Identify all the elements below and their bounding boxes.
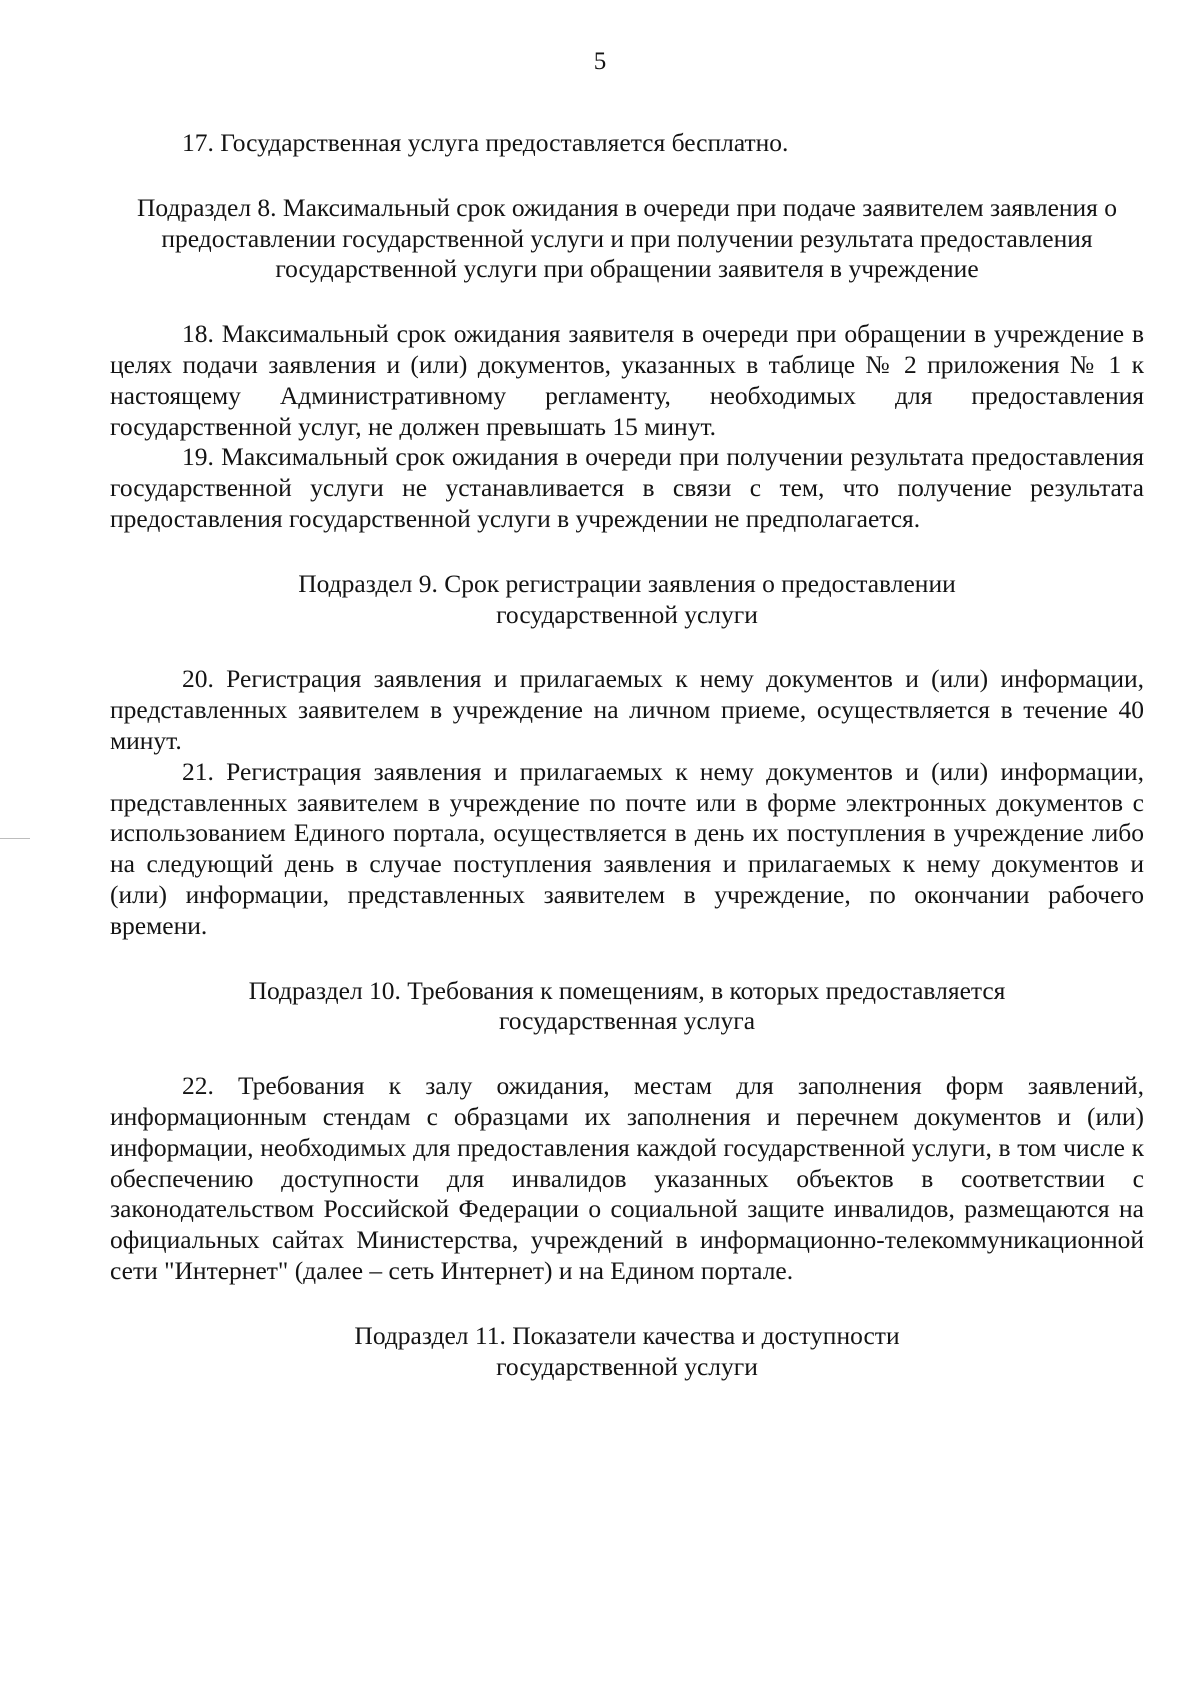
paragraph-17: 17. Государственная услуга предоставляется бесплатно. [182, 128, 789, 157]
subsection-9-heading [110, 569, 1144, 631]
subsection-10-heading-line-2: государственная услуга [498, 1006, 756, 1036]
subsection-11-heading-line-1: Подраздел 11. Показатели качества и доступности [354, 1320, 900, 1350]
subsection-11-heading [110, 1321, 1144, 1383]
subsection-10-heading [110, 976, 1144, 1038]
scan-edge-mark [0, 838, 30, 839]
paragraph-20: 20. Регистрация заявления и прилагаемых к нему документов и (или) информации, представленных заявителем в учреждение на личном приеме, осуществляется в течение 40 минут. [110, 664, 1144, 755]
paragraph-19: 19. Максимальный срок ожидания в очереди при получении результата предоставления государственной услуги не устанавливается в связи с тем, что получение результата предоставления государственной услуги в учреждении не предполагается. [110, 442, 1144, 533]
page-content [110, 128, 1144, 1382]
paragraph-18: 18. Максимальный срок ожидания заявителя в очереди при обращении в учреждение в целях подачи заявления и (или) документов, указанных в таблице № 2 приложения № 1 к настоящему Административному регламенту, необходимых для предоставления государственной услуг, не должен превышать 15 минут. [110, 319, 1144, 441]
subsection-9-heading-line-1: Подраздел 9. Срок регистрации заявления о предоставлении [298, 568, 956, 598]
paragraph-21: 21. Регистрация заявления и прилагаемых к нему документов и (или) информации, представленных заявителем в учреждение по почте или в форме электронных документов с использованием Единого портала, осуществляется в день их поступления в учреждение либо на следующий день в случае поступления заявления и прилагаемых к нему документов и (или) информации, представленных заявителем в учреждение, по окончании рабочего времени. [110, 756, 1144, 940]
subsection-9-heading-line-2: государственной услуги [496, 599, 758, 629]
paragraph-22: 22. Требования к залу ожидания, местам для заполнения форм заявлений, информационным стендам с образцами их заполнения и перечнем документов и (или) информации, необходимых для предоставления каждой государственной услуги, в том числе к обеспечению доступности для инвалидов указанных объектов в соответствии с законодательством Российской Федерации о социальной защите инвалидов, размещаются на официальных сайтах Министерства, учреждений в информационно-телекоммуникационной сети "Интернет" (далее – сеть Интернет) и на Едином портале. [110, 1071, 1144, 1285]
page-number: 5 [593, 48, 607, 75]
subsection-8-heading: Подраздел 8. Максимальный срок ожидания в очереди при подаче заявителем заявления о предоставлении государственной услуги и при получении результата предоставления государственной услуги при обращении заявителя в учреждение [136, 192, 1118, 284]
subsection-11-heading-line-2: государственной услуги [496, 1351, 758, 1381]
subsection-10-heading-line-1: Подраздел 10. Требования к помещениям, в которых предоставляется [248, 975, 1006, 1005]
